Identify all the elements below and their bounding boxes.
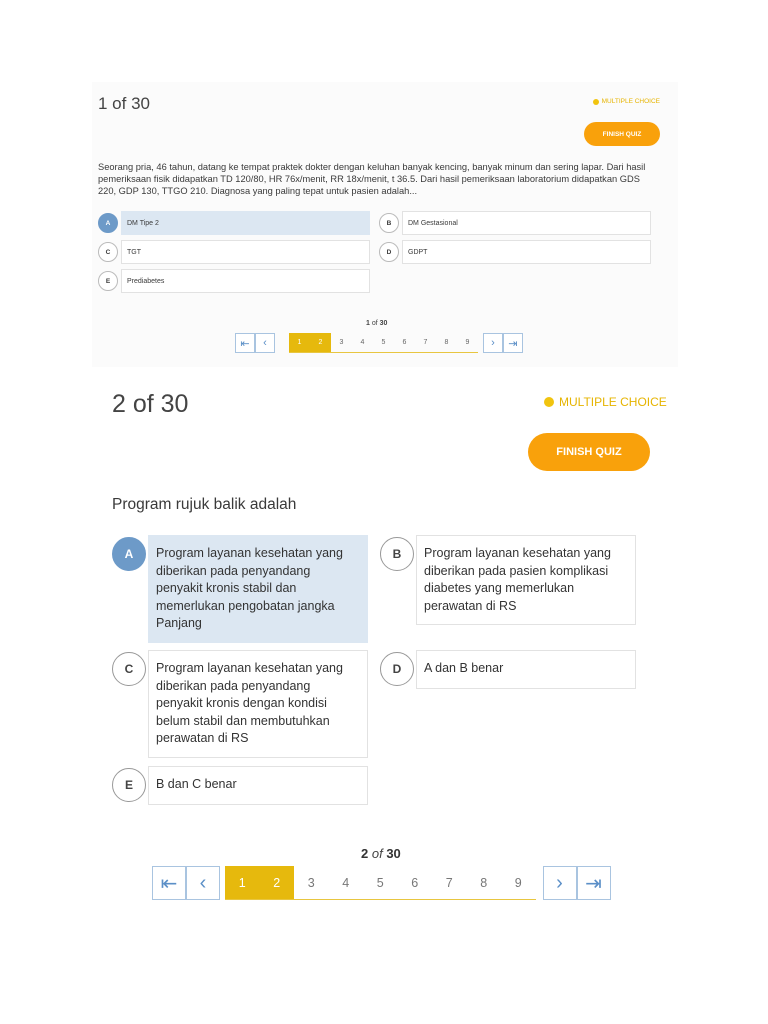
prev-page-icon[interactable]: ‹ — [255, 333, 275, 353]
option-text-box[interactable]: Prediabetes — [121, 269, 370, 293]
page-current: 1 — [366, 320, 370, 327]
question-counter: 1 of 30 — [98, 94, 150, 113]
question-text: Program rujuk balik adalah — [112, 496, 297, 513]
page-number[interactable]: 2 — [310, 333, 331, 353]
option-letter-badge[interactable]: B — [379, 213, 399, 233]
option-d[interactable] — [380, 650, 636, 689]
next-page-icon[interactable]: › — [483, 333, 503, 353]
option-text-box[interactable]: Program layanan kesehatan yang diberikan pada penyandang penyakit kronis stabil dan memerlukan pengobatan jangka Panjang — [148, 535, 368, 643]
dot-icon — [544, 397, 554, 407]
option-a[interactable] — [98, 211, 370, 235]
first-page-icon[interactable]: ⇤ — [152, 866, 186, 900]
option-a[interactable] — [112, 535, 368, 643]
option-b[interactable] — [380, 535, 636, 625]
option-text-box[interactable]: A dan B benar — [416, 650, 636, 689]
page-number[interactable]: 1 — [225, 866, 260, 900]
prev-page-icon[interactable]: ‹ — [186, 866, 220, 900]
page-indicator — [361, 846, 401, 861]
page-number[interactable]: 1 — [289, 333, 310, 353]
question-counter: 2 of 30 — [112, 390, 189, 418]
option-text-box[interactable]: GDPT — [402, 240, 651, 264]
question-type-label — [593, 98, 660, 105]
page-number[interactable]: 4 — [352, 333, 373, 353]
question-type-text: MULTIPLE CHOICE — [601, 98, 660, 105]
pagination — [235, 333, 523, 353]
page-current: 2 — [361, 846, 369, 861]
page-number[interactable]: 4 — [329, 866, 364, 900]
option-letter-badge[interactable]: C — [98, 242, 118, 262]
option-text-box[interactable]: B dan C benar — [148, 766, 368, 805]
question-type-text: MULTIPLE CHOICE — [559, 395, 667, 409]
option-letter-badge[interactable]: E — [98, 271, 118, 291]
page-number[interactable]: 3 — [331, 333, 352, 353]
page-number[interactable]: 9 — [501, 866, 536, 900]
next-page-icon[interactable]: › — [543, 866, 577, 900]
page-of-word: of — [371, 846, 383, 861]
page-total: 30 — [379, 320, 388, 327]
option-text-box[interactable]: Program layanan kesehatan yang diberikan pada penyandang penyakit kronis dengan kondisi belum stabil dan membutuhkan perawatan di RS — [148, 650, 368, 758]
page-number[interactable]: 2 — [260, 866, 295, 900]
option-letter-badge[interactable]: A — [98, 213, 118, 233]
first-page-icon[interactable]: ⇤ — [235, 333, 255, 353]
option-text-box[interactable]: DM Tipe 2 — [121, 211, 370, 235]
option-text-box[interactable]: DM Gestasional — [402, 211, 651, 235]
page-number[interactable]: 8 — [467, 866, 502, 900]
option-e[interactable] — [112, 766, 368, 805]
page-number[interactable]: 8 — [436, 333, 457, 353]
option-e[interactable] — [98, 269, 370, 293]
last-page-icon[interactable]: ⇥ — [577, 866, 611, 900]
question-type-label — [544, 395, 667, 409]
finish-quiz-button[interactable]: FINISH QUIZ — [584, 122, 660, 146]
question-text: Seorang pria, 46 tahun, datang ke tempat praktek dokter dengan keluhan banyak kencing, banyak minum dan sering lapar. Dari hasil pemeriksaan fisik didapatkan TD 120/80, HR 76x/menit, RR 18x/menit, t 36.5. Dari hasil pemeriksaan laboratorium didapatkan GDS 220, GDP 130, TTGO 210. Diagnosa yang paling tepat untuk pasien adalah... — [98, 162, 646, 196]
option-letter-badge[interactable]: D — [380, 652, 414, 686]
option-letter-badge[interactable]: B — [380, 537, 414, 571]
dot-icon — [593, 99, 599, 105]
option-text-box[interactable]: TGT — [121, 240, 370, 264]
option-letter-badge[interactable]: C — [112, 652, 146, 686]
option-d[interactable] — [379, 240, 651, 264]
last-page-icon[interactable]: ⇥ — [503, 333, 523, 353]
pagination — [152, 866, 611, 900]
option-text-box[interactable]: Program layanan kesehatan yang diberikan pada pasien komplikasi diabetes yang memerlukan perawatan di RS — [416, 535, 636, 625]
page-number[interactable]: 5 — [363, 866, 398, 900]
option-b[interactable] — [379, 211, 651, 235]
option-c[interactable] — [98, 240, 370, 264]
page-total: 30 — [386, 846, 401, 861]
finish-quiz-button[interactable]: FINISH QUIZ — [528, 433, 650, 471]
option-letter-badge[interactable]: E — [112, 768, 146, 802]
page-number[interactable]: 7 — [415, 333, 436, 353]
option-c[interactable] — [112, 650, 368, 758]
option-letter-badge[interactable]: D — [379, 242, 399, 262]
page-of-word: of — [371, 320, 378, 327]
quiz-panel-question-1 — [92, 82, 678, 367]
page-number[interactable]: 3 — [294, 866, 329, 900]
page-number[interactable]: 7 — [432, 866, 467, 900]
page-number[interactable]: 6 — [394, 333, 415, 353]
quiz-panel-question-2 — [92, 380, 678, 920]
option-letter-badge[interactable]: A — [112, 537, 146, 571]
page-number[interactable]: 6 — [398, 866, 433, 900]
page-number[interactable]: 5 — [373, 333, 394, 353]
page-number[interactable]: 9 — [457, 333, 478, 353]
page-indicator — [366, 320, 387, 327]
